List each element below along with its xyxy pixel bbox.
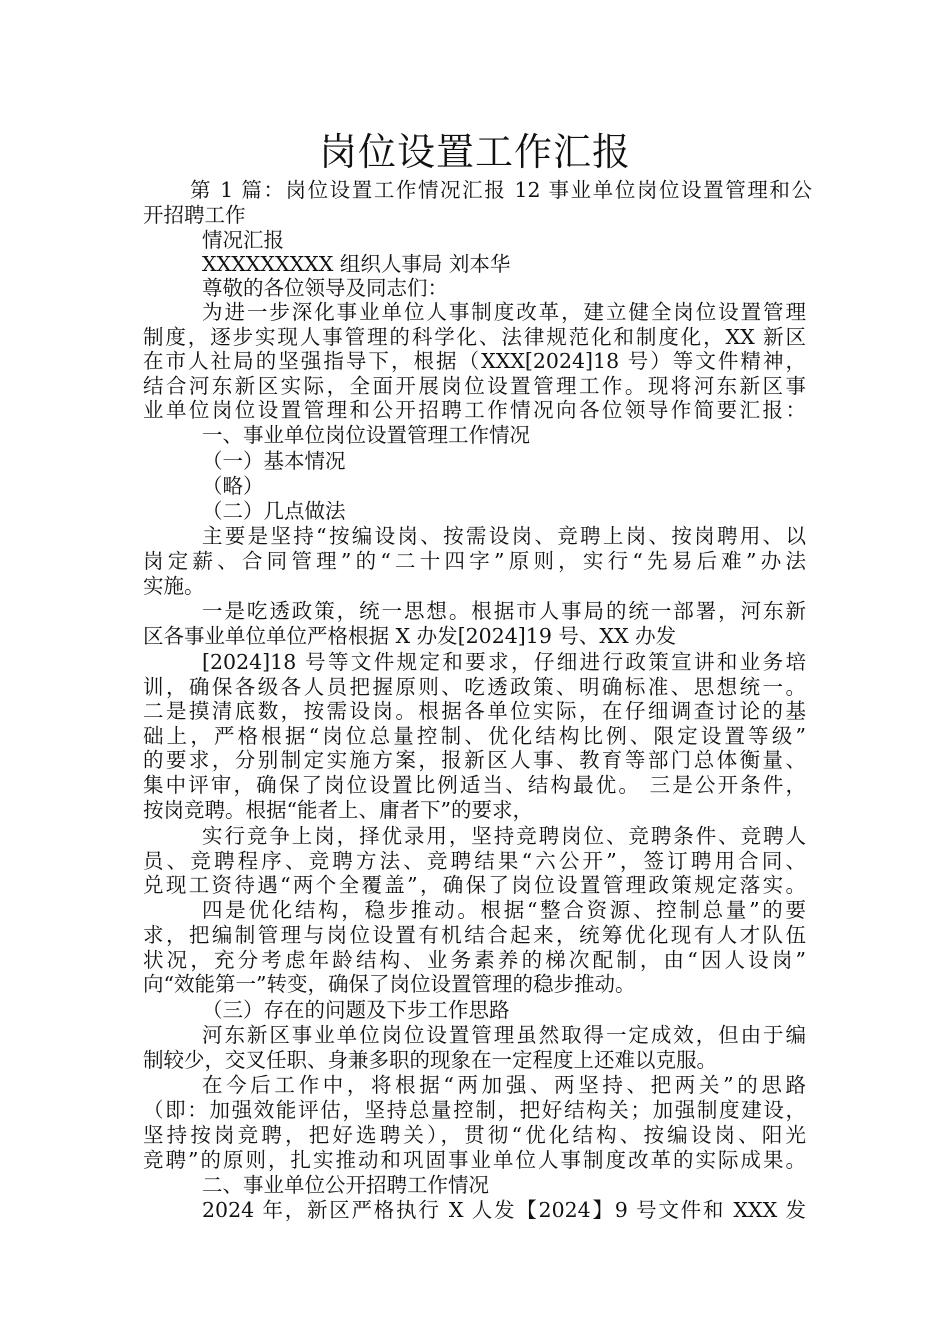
subsection-heading: （三）存在的问题及下步工作思路 [202,998,510,1022]
text-line: （即：加强效能评估，坚持总量控制，把好结构关；加强制度建设， [143,1098,806,1122]
section-heading: 一、事业单位岗位设置管理工作情况 [202,423,530,447]
text-line: XXXXXXXXX 组织人事局 刘本华 [202,252,511,276]
text-line: 二是摸清底数，按需设岗。根据各单位实际，在仔细调查讨论的基 [143,699,806,723]
text-line: 尊敬的各位领导及同志们： [202,276,448,300]
text-line: 竞聘”的原则，扎实推动和巩固事业单位人事制度改革的实际成果。 [143,1148,806,1172]
text-line: 制度，逐步实现人事管理的科学化、法律规范化和制度化，XX 新区 [143,325,806,349]
text-line: 的要求，分别制定实施方案，报新区人事、教育等部门总体衡量、 [143,748,806,772]
text-line: [2024]18 号等文件规定和要求，仔细进行政策宣讲和业务培 [202,650,806,674]
subsection-heading: （二）几点做法 [202,499,346,523]
text-line: 兑现工资待遇“两个全覆盖”，确保了岗位设置管理政策规定落实。 [143,873,806,897]
text-line: 主要是坚持“按编设岗、按需设岗、竞聘上岗、按岗聘用、以 [202,524,806,548]
subsection-heading: （一）基本情况 [202,449,346,473]
text-line: 状况，充分考虑年龄结构、业务素养的梯次配制，由“因人设岗” [143,948,806,972]
text-line: 实行竞争上岗，择优录用，坚持竞聘岗位、竞聘条件、竞聘人 [202,824,806,848]
text-line: 结合河东新区实际，全面开展岗位设置管理工作。现将河东新区事 [143,374,806,398]
text-line: 在市人社局的坚强指导下，根据（XXX[2024]18 号）等文件精神， [143,349,806,373]
section-heading: 二、事业单位公开招聘工作情况 [202,1173,489,1197]
text-line: 情况汇报 [202,228,284,252]
text-line: 集中评审，确保了岗位设置比例适当、结构最优。 三是公开条件， [143,773,806,797]
text-line: 求，把编制管理与岗位设置有机结合起来，统筹优化现有人才队伍 [143,923,806,947]
text-line: 训，确保各级各人员把握原则、吃透政策、明确标准、思想统一。 [143,675,806,699]
text-line: 开招聘工作 [143,203,246,227]
text-line: 岗定薪、合同管理”的“二十四字”原则，实行“先易后难”办法 [143,549,806,573]
text-line: （略） [202,474,264,498]
text-line: 向“效能第一”转变，确保了岗位设置管理的稳步推动。 [143,972,636,996]
text-line: 为进一步深化事业单位人事制度改革，建立健全岗位设置管理 [202,300,806,324]
text-line: 员、竞聘程序、竞聘方法、竞聘结果“六公开”，签订聘用合同、 [143,849,806,873]
text-line: 在今后工作中，将根据“两加强、两坚持、把两关”的思路 [202,1073,806,1097]
text-line: 第 1 篇：岗位设置工作情况汇报 12 事业单位岗位设置管理和公 [190,178,812,202]
text-line: 四是优化结构，稳步推动。根据“整合资源、控制总量”的要 [202,898,806,922]
text-line: 础上，严格根据“岗位总量控制、优化结构比例、限定设置等级” [143,724,806,748]
text-line: 坚持按岗竞聘，把好选聘关），贯彻“优化结构、按编设岗、阳光 [143,1123,806,1147]
text-line: 一是吃透政策，统一思想。根据市人事局的统一部署，河东新 [202,599,806,623]
text-line: 河东新区事业单位岗位设置管理虽然取得一定成效，但由于编 [202,1023,806,1047]
document-title: 岗位设置工作汇报 [318,130,631,174]
text-line: 按岗竞聘。根据“能者上、庸者下”的要求， [143,798,533,822]
text-line: 区各事业单位单位严格根据 X 办发[2024]19 号、XX 办发 [143,624,677,648]
text-line: 制较少，交叉任职、身兼多职的现象在一定程度上还难以克服。 [143,1048,717,1072]
text-line: 业单位岗位设置管理和公开招聘工作情况向各位领导作简要汇报： [143,398,806,422]
text-line: 实施。 [143,574,205,598]
text-line: 2024 年，新区严格执行 X 人发【2024】9 号文件和 XXX 发 [202,1198,806,1222]
